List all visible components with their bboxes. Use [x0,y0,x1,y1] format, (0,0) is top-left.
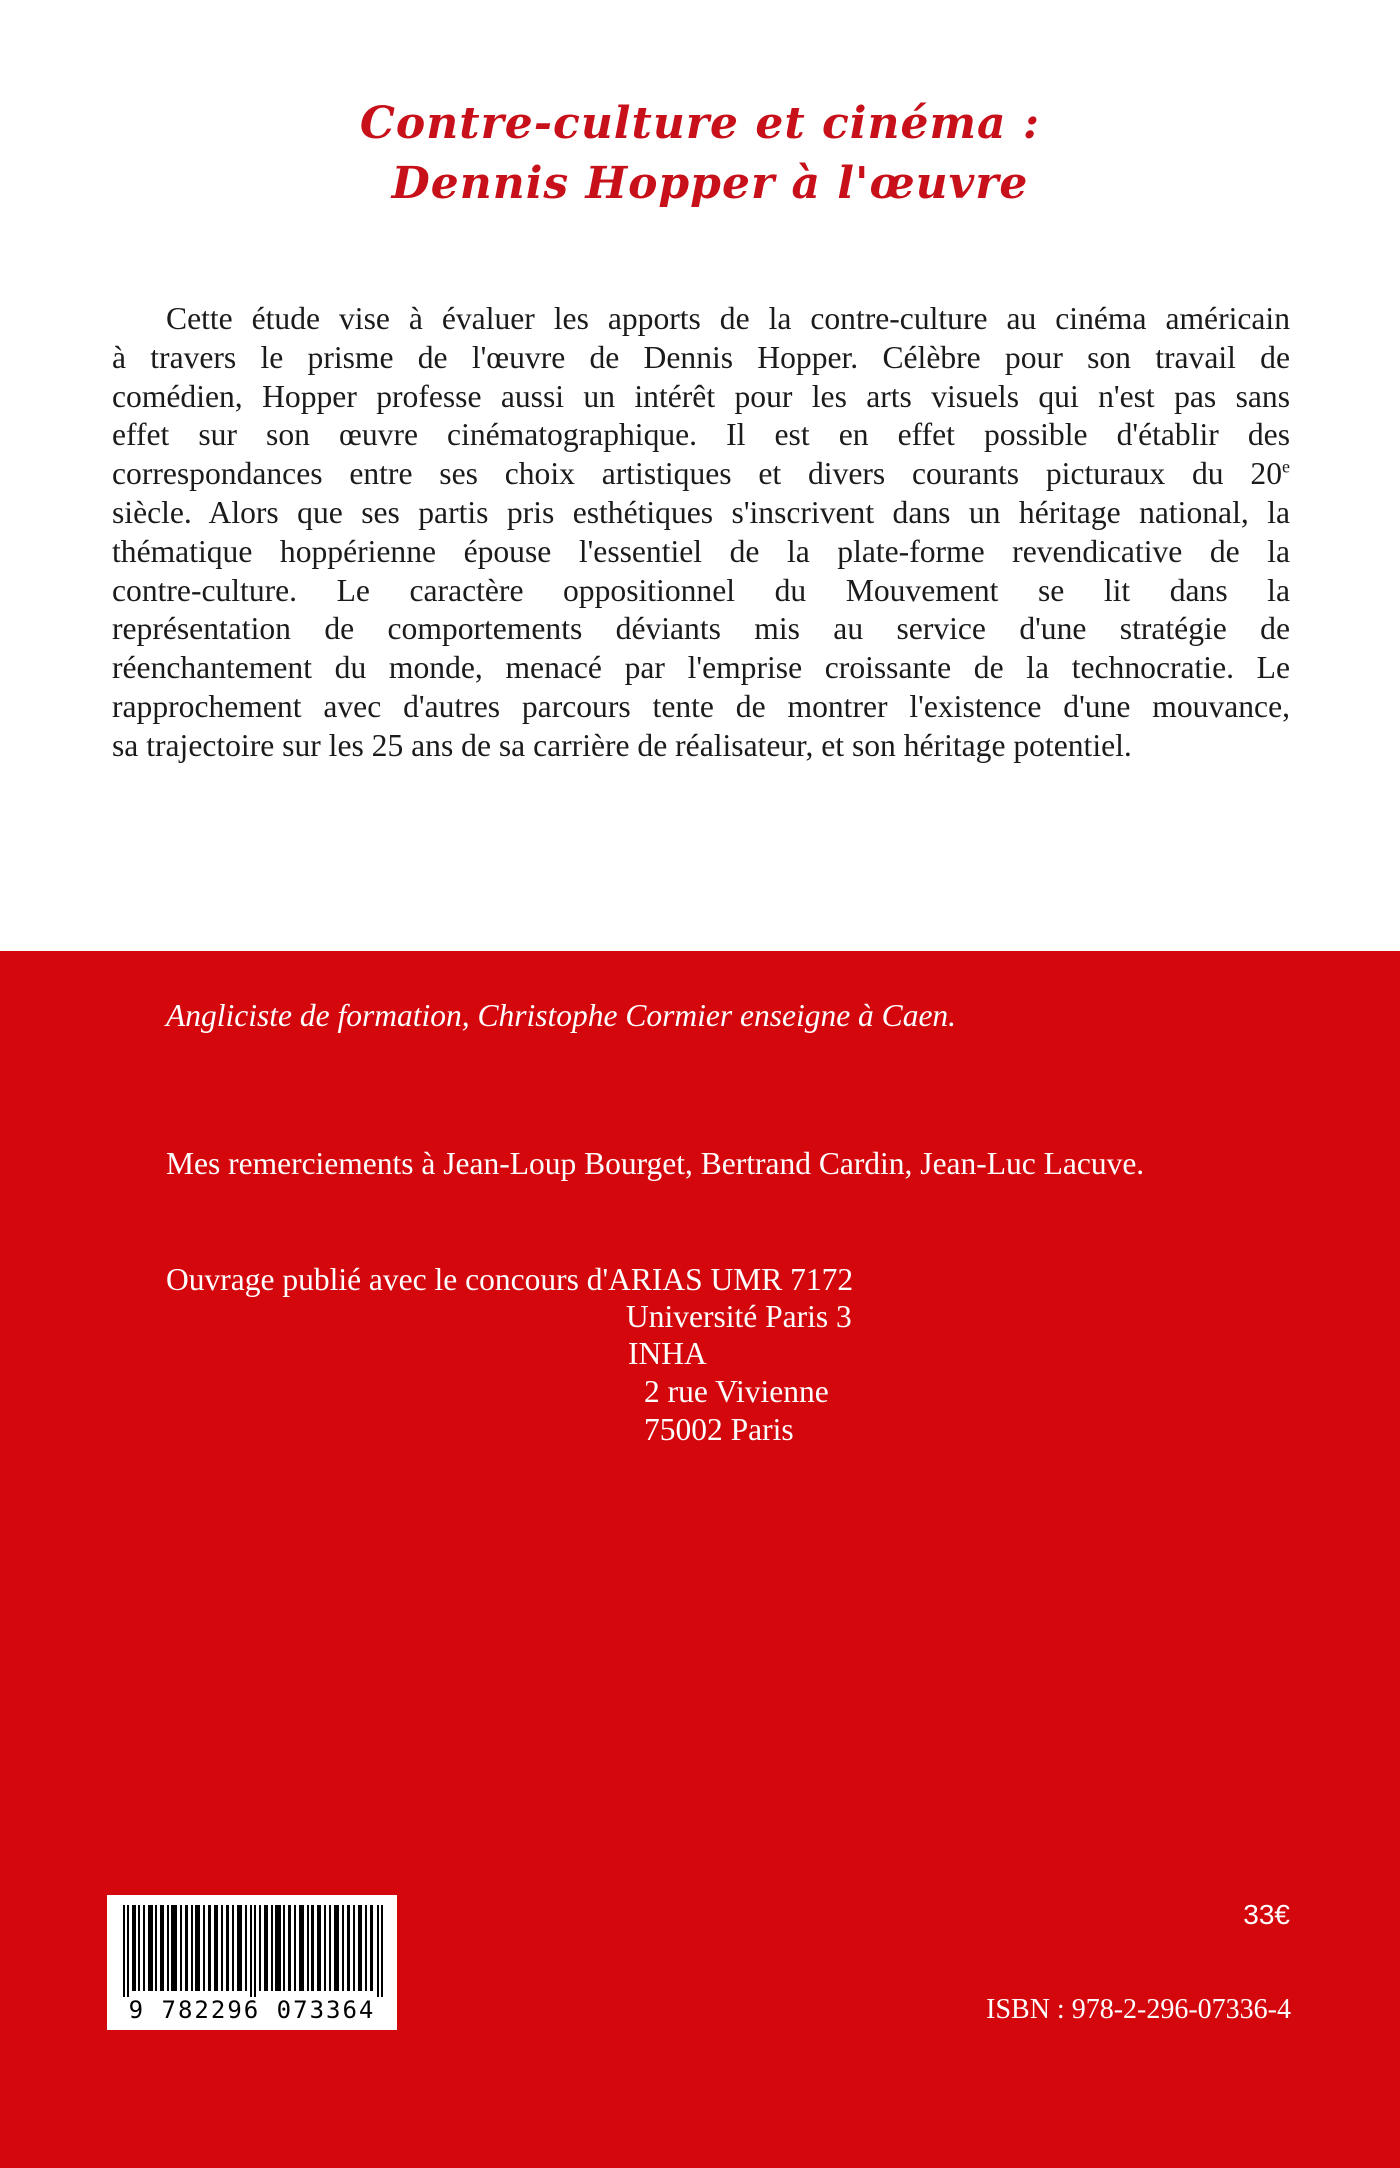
abstract-paragraph [112,300,1290,766]
address-line: Université Paris 3 [626,1299,852,1334]
abstract-line: thématique hoppérienne épouse l'essentiel de la plate-forme revendicative de la [112,533,1290,569]
address-line: INHA [628,1336,707,1371]
publication-line: Ouvrage publié avec le concours d'ARIAS UMR 7172 [166,1262,854,1297]
abstract-line: siècle. Alors que ses partis pris esthétiques s'inscrivent dans un héritage national, la [112,494,1290,530]
abstract-line-with-superscript [112,455,1290,494]
author-note: Angliciste de formation, Christophe Cormier enseigne à Caen. [166,998,957,1033]
abstract-line: contre-culture. Le caractère oppositionnel du Mouvement se lit dans la [112,572,1290,608]
isbn: ISBN : 978-2-296-07336-4 [986,1994,1291,2025]
abstract-line: représentation de comportements déviants mis au service d'une stratégie de [112,611,1290,647]
price: 33€ [1243,1899,1290,1930]
abstract-line-text: correspondances entre ses choix artistiques et divers courants picturaux du 20 [112,456,1282,492]
abstract-line: à travers le prisme de l'œuvre de Dennis Hopper. Célèbre pour son travail de [112,339,1290,375]
upper-section [0,0,1400,951]
abstract-line: Cette étude vise à évaluer les apports de la contre-culture au cinéma américain [166,301,1290,336]
abstract-line: effet sur son œuvre cinématographique. Il est en effet possible d'établir des [112,417,1290,453]
title-line-1: Contre-culture et cinéma : [359,98,1041,149]
superscript-e: e [1282,456,1290,477]
title-line-2: Dennis Hopper à l'œuvre [391,158,1029,209]
abstract-line: réenchantement du monde, menacé par l'emprise croissante de la technocratie. Le [112,650,1290,686]
barcode-bars [123,1905,385,1997]
abstract-line: sa trajectoire sur les 25 ans de sa carrière de réalisateur, et son héritage potentiel. [112,727,1132,763]
address-line: 2 rue Vivienne [644,1374,829,1409]
acknowledgements: Mes remerciements à Jean-Loup Bourget, Bertrand Cardin, Jean-Luc Lacuve. [166,1146,1145,1181]
lower-red-section [0,951,1400,2168]
address-line: 75002 Paris [644,1412,794,1447]
abstract-line: comédien, Hopper professe aussi un intérêt pour les arts visuels qui n'est pas sans [112,378,1290,414]
abstract-line: rapprochement avec d'autres parcours tente de montrer l'existence d'une mouvance, [112,688,1290,724]
barcode-digits: 9 782296 073364 [128,1996,376,2024]
barcode [107,1895,397,2030]
